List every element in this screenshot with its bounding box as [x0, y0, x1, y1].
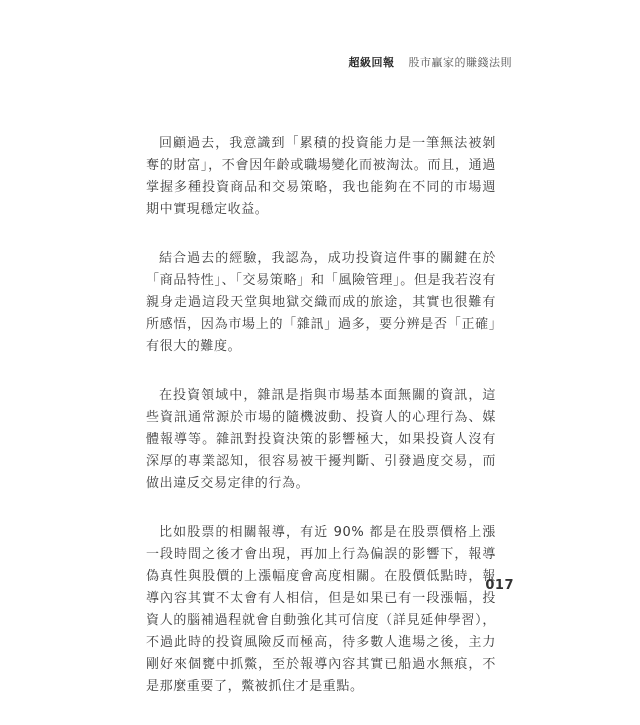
page-number: 017 [485, 578, 514, 593]
paragraph-4: 比如股票的相關報導，有近 90% 都是在股票價格上漲一段時間之後才會出現，再加上行為偏誤的影響下，報導偽真性與股價的上漲幅度會高度相關。在股價低點時，報導內容其實不太會有人相信，但是如果已有一段漲幅，投資人的腦補過程就會自動強化其可信度（詳見延伸學習），不過此時的投資風險反而極高，待多數人進場之後，主力剛好來個甕中抓鱉，至於報導內容其實已船過水無痕，不是那麼重要了，鱉被抓住才是重點。 [146, 525, 496, 694]
chapter-title: 股市贏家的賺錢法則 [408, 56, 512, 69]
body-text [146, 133, 496, 725]
paragraph-1: 回顧過去，我意識到「累積的投資能力是一筆無法被剝奪的財富」，不會因年齡或職場變化而被淘汰。而且，通過掌握多種投資商品和交易策略，我也能夠在不同的市場週期中實現穩定收益。 [146, 136, 496, 217]
paragraph-3: 在投資領域中，雜訊是指與市場基本面無關的資訊，這些資訊通常源於市場的隨機波動、投資人的心理行為、媒體報導等。雜訊對投資決策的影響極大，如果投資人沒有深厚的專業認知，很容易被干擾判斷、引發過度交易，而做出違反交易定律的行為。 [146, 388, 496, 491]
running-header [349, 54, 513, 70]
paragraph-2: 結合過去的經驗，我認為，成功投資這件事的關鍵在於「商品特性」、「交易策略」和「風險管理」。但是我若沒有親身走過這段天堂與地獄交織而成的旅途，其實也很難有所感悟，因為市場上的「雜訊」過多，要分辨是否「正確」有很大的難度。 [146, 251, 496, 354]
book-title: 超級回報 [348, 56, 395, 69]
